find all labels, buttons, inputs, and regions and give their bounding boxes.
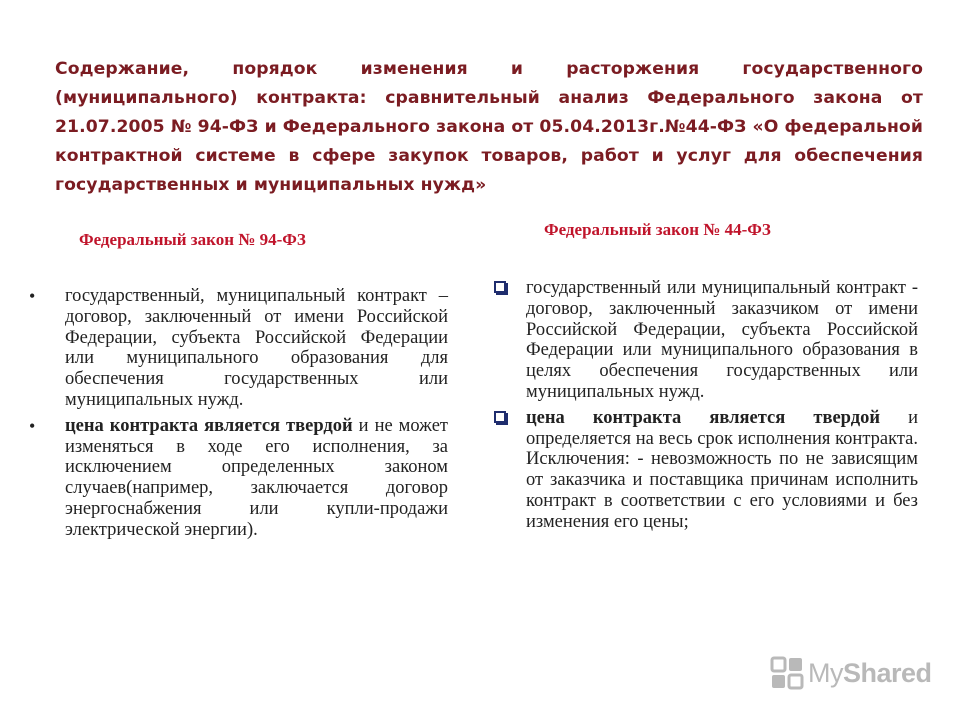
list-item-text: государственный или муниципальный контракт - договор, заключенный заказчиком от имени Российской Федерации, субъекта Российской Федерации или муниципального образования в целях обеспечения государственных или муниципальных нужд. <box>526 278 918 402</box>
checkbox-bullet-icon <box>494 281 506 293</box>
list-item-text: государственный, муниципальный контракт – договор, заключенный от имени Российской Федерации, субъекта Российской Федерации или муниципального образования для обеспечения государственных или муниципальных нужд. <box>65 286 448 410</box>
right-column-list <box>490 278 918 538</box>
page-title: Содержание, порядок изменения и расторжения государственного (муниципального) контракта: сравнительный анализ Федерального закона от 21.07.2005 № 94-ФЗ и Федерального закона от 05.04.2013г.№44-ФЗ «О федеральной контрактной системе в сфере закупок товаров, работ и услуг для обеспечения государственных и муниципальных нужд» <box>55 59 923 195</box>
list-item <box>490 278 918 403</box>
list-item <box>29 286 448 411</box>
checkbox-bullet-icon <box>494 411 506 423</box>
list-item-text: и определяется на весь срок исполнения контракта. Исключения: - невозможность по не зависящим от заказчика и поставщика причинам исполнить контракт в соответствии с его условиями и без изменения его цены; <box>526 407 919 532</box>
list-item-bold: цена контракта является твердой <box>526 407 880 428</box>
logo-text-shared: Shared <box>843 657 932 688</box>
myshared-logo <box>770 656 932 690</box>
list-item <box>29 416 448 541</box>
logo-text-my: My <box>808 657 843 688</box>
list-item-bold: цена контракта является твердой <box>65 415 353 436</box>
left-column-list <box>29 286 448 546</box>
list-item <box>490 408 918 533</box>
left-column-heading: Федеральный закон № 94-ФЗ <box>79 230 306 249</box>
myshared-logo-icon <box>770 656 804 690</box>
bullet-dot-icon: • <box>29 415 36 436</box>
bullet-dot-icon: • <box>29 286 36 306</box>
right-column-heading: Федеральный закон № 44-ФЗ <box>544 220 771 239</box>
list-item-text: и не может изменяться в ходе его исполнения, за исключением определенных законом случаев(например, заключается договор энергоснабжения или купли-продажи электрической энергии). <box>65 415 449 540</box>
